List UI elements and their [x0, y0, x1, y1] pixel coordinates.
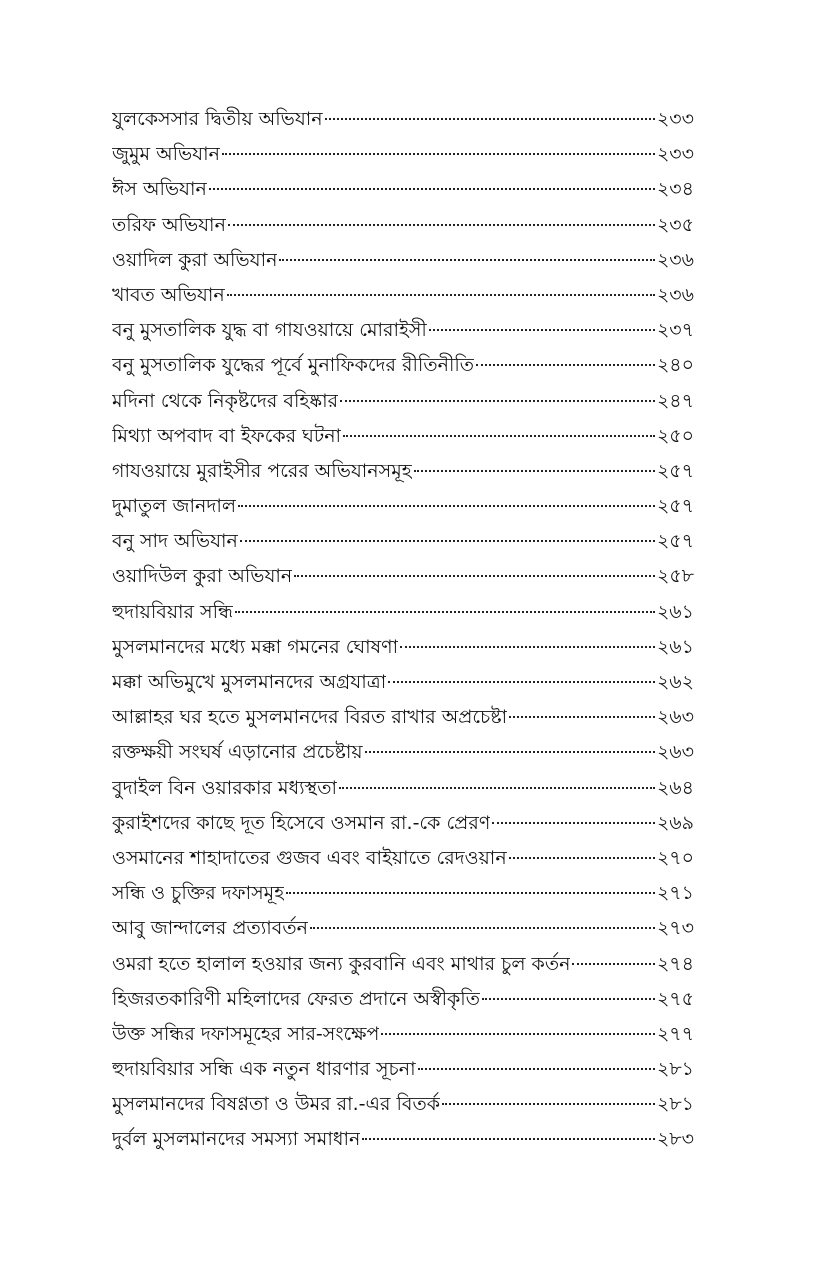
- toc-entry-title: মদিনা থেকে নিকৃষ্টদের বহিষ্কার: [112, 389, 339, 412]
- dot-leader: [482, 998, 655, 1000]
- toc-entry-page: ২৩৩: [656, 143, 694, 166]
- toc-entry-title: হিজরতকারিণী মহিলাদের ফেরত প্রদানে অস্বীকৃতি: [112, 987, 480, 1010]
- toc-entry-page: ২৭১: [656, 882, 694, 905]
- toc-entry: [112, 384, 694, 419]
- toc-entry-title: কুরাইশদের কাছে দূত হিসেবে ওসমান রা.-কে প্রেরণ: [112, 811, 491, 834]
- toc-entry-page: ২৬৩: [656, 741, 694, 764]
- toc-entry-title: মুসলমানদের মধ্যে মক্কা গমনের ঘোষণা: [112, 635, 399, 658]
- toc-entry: [112, 278, 694, 313]
- toc-entry-title: যুলকেসসার দ্বিতীয় অভিযান: [112, 108, 323, 130]
- dot-leader: [235, 611, 655, 613]
- toc-entry-title: খাবত অভিযান: [112, 283, 225, 306]
- toc-entry-title: উক্ত সন্ধির দফাসমূহের সার-সংক্ষেপ: [112, 1022, 380, 1045]
- toc-entry-title: গাযওয়ায়ে মুরাইসীর পরের অভিযানসমূহ: [112, 459, 412, 482]
- toc-entry: [112, 172, 694, 207]
- dot-leader: [414, 470, 655, 472]
- toc-entry-page: ২৪০: [656, 354, 694, 377]
- dot-leader: [209, 188, 655, 190]
- toc-entry-page: ২৫৭: [656, 530, 694, 553]
- toc-entry-title: বুদাইল বিন ওয়ারকার মধ্যস্থতা: [112, 776, 338, 799]
- toc-entry-title: হুদায়বিয়ার সন্ধি: [112, 600, 234, 623]
- toc-entry: [112, 735, 694, 770]
- toc-entry: [112, 454, 694, 489]
- dot-leader: [228, 224, 655, 226]
- toc-entry-title: দুমাতুল জানদাল: [112, 495, 236, 518]
- toc-entry-page: ২৫০: [656, 424, 694, 447]
- dot-leader: [310, 927, 655, 929]
- dot-leader: [286, 892, 655, 894]
- toc-entry-title: ঈস অভিযান: [112, 178, 207, 201]
- toc-entry: [112, 1052, 694, 1087]
- dot-leader: [365, 751, 655, 753]
- toc-entry-page: ২৬৩: [656, 706, 694, 729]
- toc-entry-page: ২৩৬: [656, 248, 694, 271]
- toc-entry: [112, 806, 694, 841]
- dot-leader: [572, 963, 655, 965]
- toc-entry-title: বনু মুসতালিক যুদ্ধের পূর্বে মুনাফিকদের রীতিনীতি: [112, 354, 475, 377]
- toc-entry: [112, 876, 694, 911]
- toc-entry: [112, 524, 694, 559]
- toc-entry: [112, 102, 694, 137]
- toc-entry-title: ওয়াদিউল কুরা অভিযান: [112, 565, 293, 588]
- dot-leader: [509, 857, 655, 859]
- toc-entry-title: মিথ্যা অপবাদ বা ইফকের ঘটনা: [112, 424, 342, 447]
- toc-entry: [112, 243, 694, 278]
- toc-entry: [112, 771, 694, 806]
- toc-entry: [112, 841, 694, 876]
- dot-leader: [340, 400, 655, 402]
- toc-entry-title: ওয়াদিল কুরা অভিযান: [112, 248, 278, 271]
- toc-entry-page: ২৮১: [656, 1093, 694, 1116]
- toc-entry-page: ২৪৭: [656, 389, 694, 412]
- dot-leader: [238, 505, 655, 507]
- dot-leader: [509, 716, 655, 718]
- dot-leader: [343, 435, 655, 437]
- dot-leader: [388, 681, 655, 683]
- dot-leader: [325, 118, 655, 120]
- toc-entry: [112, 137, 694, 172]
- dot-leader: [222, 153, 655, 155]
- toc-entry-page: ২৩৪: [656, 178, 694, 201]
- toc-entry: [112, 419, 694, 454]
- toc-entry-page: ২৩৩: [656, 108, 694, 130]
- dot-leader: [227, 294, 655, 296]
- dot-leader: [294, 575, 655, 577]
- toc-entry: [112, 1087, 694, 1122]
- toc-entry-page: ২৭৪: [656, 952, 694, 975]
- toc-entry: [112, 630, 694, 665]
- dot-leader: [492, 822, 655, 824]
- toc-entry-title: মক্কা অভিমুখে মুসলমানদের অগ্রযাত্রা: [112, 671, 387, 693]
- toc-entry-page: ২৬৪: [656, 776, 694, 799]
- toc-entry-page: ২৫৭: [656, 459, 694, 482]
- toc-entry-page: ২৫৭: [656, 495, 694, 518]
- toc-entry: [112, 947, 694, 982]
- toc-entry-title: বনু সাদ অভিযান: [112, 530, 238, 553]
- toc-entry: [112, 559, 694, 594]
- toc-entry: [112, 208, 694, 243]
- toc-entry: [112, 911, 694, 946]
- dot-leader: [476, 364, 655, 366]
- dot-leader: [339, 787, 655, 789]
- toc-entry-page: ২৫৮: [656, 565, 694, 588]
- toc-entry: [112, 348, 694, 383]
- dot-leader: [240, 540, 655, 542]
- toc-entry: [112, 595, 694, 630]
- toc-entry-title: হুদায়বিয়ার সন্ধি এক নতুন ধারণার সূচনা: [112, 1058, 416, 1081]
- toc-entry-page: ২৭৩: [656, 917, 694, 940]
- toc-entry: [112, 489, 694, 524]
- toc-entry-page: ২৩৬: [656, 283, 694, 306]
- toc-entry: [112, 665, 694, 700]
- dot-leader: [429, 329, 655, 331]
- toc-entry-page: ২৩৫: [656, 213, 694, 236]
- toc-entry: [112, 1122, 694, 1157]
- toc-entry-title: জুমুম অভিযান: [112, 143, 220, 166]
- toc-entry-page: ২৬৯: [656, 811, 694, 834]
- toc-entry-page: ২৭৭: [656, 1022, 694, 1045]
- toc-entry: [112, 1017, 694, 1052]
- dot-leader: [381, 1033, 655, 1035]
- toc-entry-page: ২৩৭: [656, 319, 694, 342]
- toc-entry-title: সন্ধি ও চুক্তির দফাসমূহ: [112, 882, 285, 905]
- toc-entry-page: ২৬২: [656, 671, 694, 693]
- dot-leader: [362, 1138, 655, 1140]
- toc-entry-title: ওমরা হতে হালাল হওয়ার জন্য কুরবানি এবং মাথার চুল কর্তন: [112, 952, 571, 975]
- toc-entry-title: আল্লাহর ঘর হতে মুসলমানদের বিরত রাখার অপ্রচেষ্টা: [112, 706, 508, 729]
- dot-leader: [442, 1103, 655, 1105]
- dot-leader: [400, 646, 655, 648]
- toc-entry-page: ২৮১: [656, 1058, 694, 1081]
- toc-entry-title: বনু মুসতালিক যুদ্ধ বা গাযওয়ায়ে মোরাইসী: [112, 319, 427, 342]
- toc-entry: [112, 982, 694, 1017]
- table-of-contents: [112, 102, 694, 1158]
- toc-entry-page: ২৬১: [656, 635, 694, 658]
- toc-entry-page: ২৭০: [656, 846, 694, 869]
- toc-entry: [112, 700, 694, 735]
- toc-entry-title: রক্তক্ষয়ী সংঘর্ষ এড়ানোর প্রচেষ্টায়: [112, 741, 363, 764]
- toc-entry-title: মুসলমানদের বিষণ্ণতা ও উমর রা.-এর বিতর্ক: [112, 1093, 441, 1116]
- toc-entry-page: ২৬১: [656, 600, 694, 623]
- toc-entry-title: দুর্বল মুসলমানদের সমস্যা সমাধান: [112, 1128, 361, 1151]
- dot-leader: [279, 259, 655, 261]
- toc-entry-page: ২৮৩: [656, 1128, 694, 1151]
- dot-leader: [418, 1068, 655, 1070]
- toc-entry-page: ২৭৫: [656, 987, 694, 1010]
- toc-entry-title: আবু জান্দালের প্রত্যাবর্তন: [112, 917, 308, 940]
- toc-entry-title: তরিফ অভিযান: [112, 213, 226, 236]
- toc-entry-title: ওসমানের শাহাদাতের গুজব এবং বাইয়াতে রেদওয়ান: [112, 846, 507, 869]
- toc-entry: [112, 313, 694, 348]
